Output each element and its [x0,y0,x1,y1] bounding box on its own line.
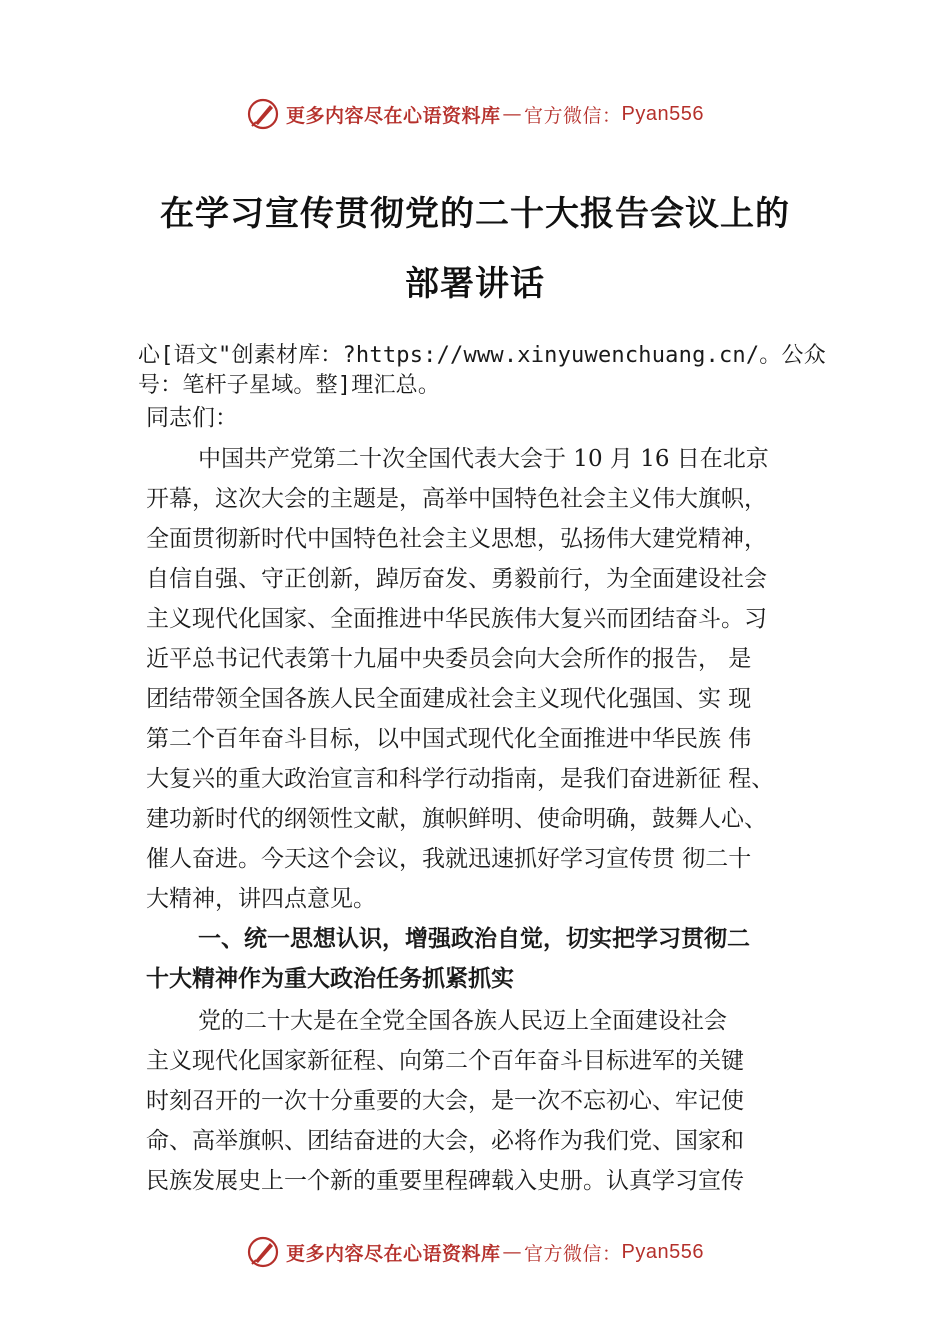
banner-wechat-id: Pyan556 [621,102,704,125]
quill-pen-logo-icon [246,97,280,131]
banner-brand-text: 更多内容尽在心语资料库 [286,104,501,127]
quill-pen-logo-icon [246,1235,280,1269]
paragraph-2-line: 党的二十大是在全党全国各族人民迈上全面建设社会 [198,1008,727,1034]
source-note-line-1: 心[语文"创素材库：?https://www.xinyuwenchuang.cn/。公众 [138,343,826,368]
paragraph-1-line: 大精神，讲四点意见。 [146,886,376,912]
banner-wechat-label: 官方微信： [524,104,622,127]
paragraph-1-line: 大复兴的重大政治宣言和科学行动指南，是我们奋进新征 程、 [146,766,775,792]
banner-wechat-id: Pyan556 [621,1240,704,1263]
paragraph-1-line: 开幕，这次大会的主题是，高举中国特色社会主义伟大旗帜， [146,486,767,512]
footer-watermark-banner [0,1232,950,1272]
paragraph-1-line: 建功新时代的纲领性文献，旗帜鲜明、使命明确，鼓舞人心、 [146,806,767,832]
paragraph-1-line: 中国共产党第二十次全国代表大会于 10 月 16 日在北京 [198,446,769,472]
banner-wechat-label: 官方微信： [524,1242,622,1265]
banner-separator: — [502,1241,523,1263]
paragraph-1-line: 近平总书记代表第十九届中央委员会向大会所作的报告， 是 [146,646,752,672]
paragraph-2-line: 主义现代化国家新征程、向第二个百年奋斗目标进军的关键 [146,1048,744,1074]
document-title-line-1: 在学习宣传贯彻党的二十大报告会议上的 [160,194,790,234]
banner-brand-text: 更多内容尽在心语资料库 [286,1242,501,1265]
paragraph-2-line: 民族发展史上一个新的重要里程碑载入史册。认真学习宣传 [146,1168,744,1194]
document-title-line-2: 部署讲话 [405,264,545,304]
paragraph-1-line: 全面贯彻新时代中国特色社会主义思想，弘扬伟大建党精神， [146,526,767,552]
paragraph-2-line: 命、高举旗帜、团结奋进的大会，必将作为我们党、国家和 [146,1128,744,1154]
paragraph-1-line: 第二个百年奋斗目标，以中国式现代化全面推进中华民族 伟 [146,726,752,752]
paragraph-1-line: 自信自强、守正创新，踔厉奋发、勇毅前行，为全面建设社会 [146,566,767,592]
section-heading-line-1: 一、统一思想认识，增强政治自觉，切实把学习贯彻二 [198,926,750,952]
paragraph-1-line: 主义现代化国家、全面推进中华民族伟大复兴而团结奋斗。习 [146,606,767,632]
salutation: 同志们： [146,405,238,431]
header-watermark-banner [0,94,950,134]
paragraph-2-line: 时刻召开的一次十分重要的大会，是一次不忘初心、牢记使 [146,1088,744,1114]
source-note-line-2: 号：笔杆子星域。整]理汇总。 [138,373,441,398]
section-heading-line-2: 十大精神作为重大政治任务抓紧抓实 [146,966,514,992]
paragraph-1-line: 团结带领全国各族人民全面建成社会主义现代化强国、实 现 [146,686,752,712]
banner-separator: — [502,103,523,125]
paragraph-1-line: 催人奋进。今天这个会议，我就迅速抓好学习宣传贯 彻二十 [146,846,752,872]
